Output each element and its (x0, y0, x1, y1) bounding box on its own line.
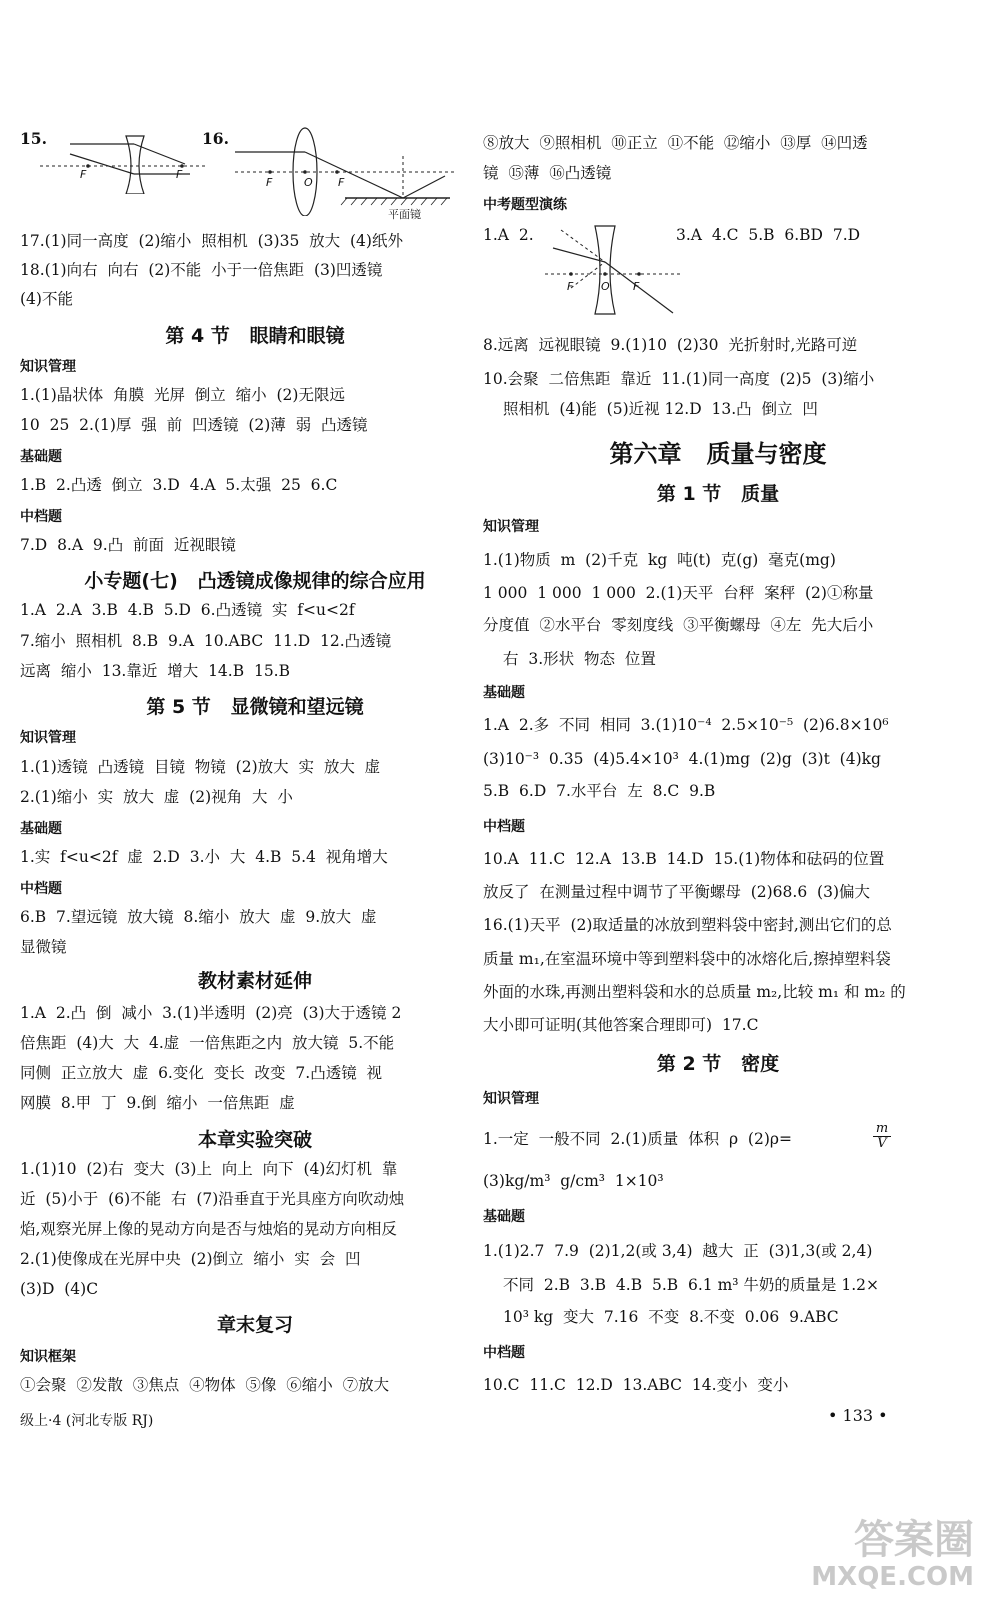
section-title: 第 2 节 密度 (656, 1053, 780, 1075)
section-title: 第 4 节 眼睛和眼镜 (165, 325, 345, 347)
section-title: 小专题(七) 凸透镜成像规律的综合应用 (84, 570, 426, 592)
figure-2-focus-right: F (633, 280, 640, 293)
answer-line: 2.(1)使像成在光屏中央 (2)倒立 缩小 实 会 凹 (20, 1250, 361, 1268)
figure-16-focus-right: F (338, 176, 345, 189)
answer-line: 1.A 2.多 不同 相同 3.(1)10⁻⁴ 2.5×10⁻⁵ (2)6.8×10⁶ (483, 716, 889, 734)
answer-line: 外面的水珠,再测出塑料袋和水的总质量 m₂,比较 m₁ 和 m₂ 的 (483, 983, 906, 1001)
answer-line: 1.A 2.A 3.B 4.B 5.D 6.凸透镜 实 f<u<2f (20, 601, 355, 619)
subsection-label: 知识管理 (483, 1091, 539, 1107)
answer-line: 显微镜 (20, 938, 67, 956)
subsection-label: 中档题 (20, 509, 62, 525)
answer-line: 5.B 6.D 7.水平台 左 8.C 9.B (483, 782, 716, 800)
subsection-label: 知识管理 (20, 730, 76, 746)
answer-line: 16.(1)天平 (2)取适量的冰放到塑料袋中密封,测出它们的总 (483, 916, 892, 934)
answer-line: 8.远离 远视眼镜 9.(1)10 (2)30 光折射时,光路可逆 (483, 336, 858, 354)
figure-2-focus-left: F (567, 280, 574, 293)
answer-line: 大小即可证明(其他答案合理即可) 17.C (483, 1016, 759, 1034)
answer-line: (4)不能 (20, 290, 73, 308)
answer-line: 1.实 f<u<2f 虚 2.D 3.小 大 4.B 5.4 视角增大 (20, 848, 388, 866)
subsection-label: 基础题 (20, 449, 62, 465)
footer-edition: 级上·4 (河北专版 RJ) (20, 1413, 154, 1429)
answer-line: 1.(1)晶状体 角膜 光屏 倒立 缩小 (2)无限远 (20, 386, 345, 404)
figure-16-optical-center: O (304, 176, 313, 189)
answer-line: ①会聚 ②发散 ③焦点 ④物体 ⑤像 ⑥缩小 ⑦放大 (20, 1376, 390, 1394)
answer-line: 镜 ⑮薄 ⑯凸透镜 (483, 164, 612, 182)
answer-line: 2.(1)缩小 实 放大 虚 (2)视角 大 小 (20, 788, 293, 806)
answer-line: 7.D 8.A 9.凸 前面 近视眼镜 (20, 536, 236, 554)
watermark-url: MXQE.COM (811, 1562, 974, 1592)
subsection-label: 基础题 (20, 821, 62, 837)
figure-2-optical-center: O (601, 280, 610, 293)
section-title: 第 1 节 质量 (656, 483, 780, 505)
subsection-label: 中档题 (483, 819, 525, 835)
answer-line: 1.(1)2.7 7.9 (2)1,2(或 3,4) 越大 正 (3)1,3(或 2,4) (483, 1242, 873, 1260)
subsection-label: 知识管理 (483, 519, 539, 535)
answer-line: 放反了 在测量过程中调节了平衡螺母 (2)68.6 (3)偏大 (483, 883, 870, 901)
subsection-label: 中考题型演练 (483, 197, 567, 213)
answer-line: 10.A 11.C 12.A 13.B 14.D 15.(1)物体和砝码的位置 (483, 850, 885, 868)
figure-2-concave-lens (543, 218, 683, 318)
answer-line: 同侧 正立放大 虚 6.变化 变长 改变 7.凸透镜 视 (20, 1064, 383, 1082)
section-title: 教材素材延伸 (197, 970, 312, 992)
figure-15-concave-lens (40, 124, 210, 194)
answer-line: 1.(1)10 (2)右 变大 (3)上 向上 向下 (4)幻灯机 靠 (20, 1160, 398, 1178)
answer-line: 右 3.形状 物态 位置 (503, 650, 656, 668)
answer-line: 10.会聚 二倍焦距 靠近 11.(1)同一高度 (2)5 (3)缩小 (483, 370, 875, 388)
page-number: • 133 • (828, 1406, 888, 1425)
figure-16-focus-left: F (266, 176, 273, 189)
answer-line: 3.A 4.C 5.B 6.BD 7.D (676, 226, 861, 244)
watermark (811, 1518, 974, 1592)
answer-line: 17.(1)同一高度 (2)缩小 照相机 (3)35 放大 (4)纸外 (20, 232, 403, 250)
section-title: 本章实验突破 (197, 1129, 312, 1151)
density-denominator: V (877, 1136, 887, 1151)
figure-15-focus-right: F (176, 168, 183, 181)
answer-line: 1.(1)透镜 凸透镜 目镜 物镜 (2)放大 实 放大 虚 (20, 758, 381, 776)
figure-15-number: 15. (20, 129, 47, 148)
answer-line: 1.B 2.凸透 倒立 3.D 4.A 5.太强 25 6.C (20, 476, 338, 494)
section-title: 章末复习 (216, 1314, 293, 1336)
answer-line: 近 (5)小于 (6)不能 右 (7)沿垂直于光具座方向吹动烛 (20, 1190, 405, 1208)
answer-line: 照相机 (4)能 (5)近视 12.D 13.凸 倒立 凹 (503, 400, 818, 418)
answer-line: 18.(1)向右 向右 (2)不能 小于一倍焦距 (3)凹透镜 (20, 261, 383, 279)
density-numerator: m (873, 1122, 891, 1137)
density-fraction (873, 1122, 891, 1151)
answer-line: (3)D (4)C (20, 1280, 99, 1298)
answer-line: 1.(1)物质 m (2)千克 kg 吨(t) 克(g) 毫克(mg) (483, 551, 836, 569)
answer-line: 7.缩小 照相机 8.B 9.A 10.ABC 11.D 12.凸透镜 (20, 632, 392, 650)
answer-line: (3)kg/m³ g/cm³ 1×10³ (483, 1172, 664, 1190)
answer-line: 1.一定 一般不同 2.(1)质量 体积 ρ (2)ρ= (483, 1130, 792, 1148)
chapter-title: 第六章 质量与密度 (609, 440, 827, 468)
subsection-label: 基础题 (483, 685, 525, 701)
answer-line: ⑧放大 ⑨照相机 ⑩正立 ⑪不能 ⑫缩小 ⑬厚 ⑭凹透 (483, 134, 868, 152)
answer-line: (3)10⁻³ 0.35 (4)5.4×10³ 4.(1)mg (2)g (3)t (4)kg (483, 750, 881, 768)
subsection-label: 中档题 (483, 1345, 525, 1361)
answer-line: 分度值 ②水平台 零刻度线 ③平衡螺母 ④左 先大后小 (483, 616, 874, 634)
subsection-label: 基础题 (483, 1209, 525, 1225)
answer-line: 网膜 8.甲 丁 9.倒 缩小 一倍焦距 虚 (20, 1094, 295, 1112)
answer-line: 1.A 2.凸 倒 减小 3.(1)半透明 (2)亮 (3)大于透镜 2 (20, 1004, 402, 1022)
section-title: 第 5 节 显微镜和望远镜 (146, 696, 364, 718)
answer-line: 质量 m₁,在室温环境中等到塑料袋中的冰熔化后,擦掉塑料袋 (483, 950, 891, 968)
subsection-label: 知识框架 (20, 1349, 76, 1365)
figure-16-convex-lens-mirror (225, 126, 460, 216)
answer-line: 10.C 11.C 12.D 13.ABC 14.变小 变小 (483, 1376, 789, 1394)
answer-line: 6.B 7.望远镜 放大镜 8.缩小 放大 虚 9.放大 虚 (20, 908, 377, 926)
answer-line: 10 25 2.(1)厚 强 前 凹透镜 (2)薄 弱 凸透镜 (20, 416, 368, 434)
watermark-logo-text: 答案圈 (854, 1517, 974, 1563)
answer-line: 不同 2.B 3.B 4.B 5.B 6.1 m³ 牛奶的质量是 1.2× (503, 1276, 879, 1294)
figure-16-mirror-label: 平面镜 (388, 208, 421, 221)
subsection-label: 中档题 (20, 881, 62, 897)
answer-line: 远离 缩小 13.靠近 增大 14.B 15.B (20, 662, 291, 680)
figure-15-focus-left: F (80, 168, 87, 181)
answer-line: 焰,观察光屏上像的晃动方向是否与烛焰的晃动方向相反 (20, 1220, 397, 1238)
answer-line: 1 000 1 000 1 000 2.(1)天平 台秤 案秤 (2)①称量 (483, 584, 874, 602)
figure-16-number: 16. (202, 129, 229, 148)
answer-line: 1.A 2. (483, 226, 534, 244)
subsection-label: 知识管理 (20, 359, 76, 375)
answer-line: 倍焦距 (4)大 大 4.虚 一倍焦距之内 放大镜 5.不能 (20, 1034, 395, 1052)
answer-line: 10³ kg 变大 7.16 不变 8.不变 0.06 9.ABC (503, 1308, 839, 1326)
